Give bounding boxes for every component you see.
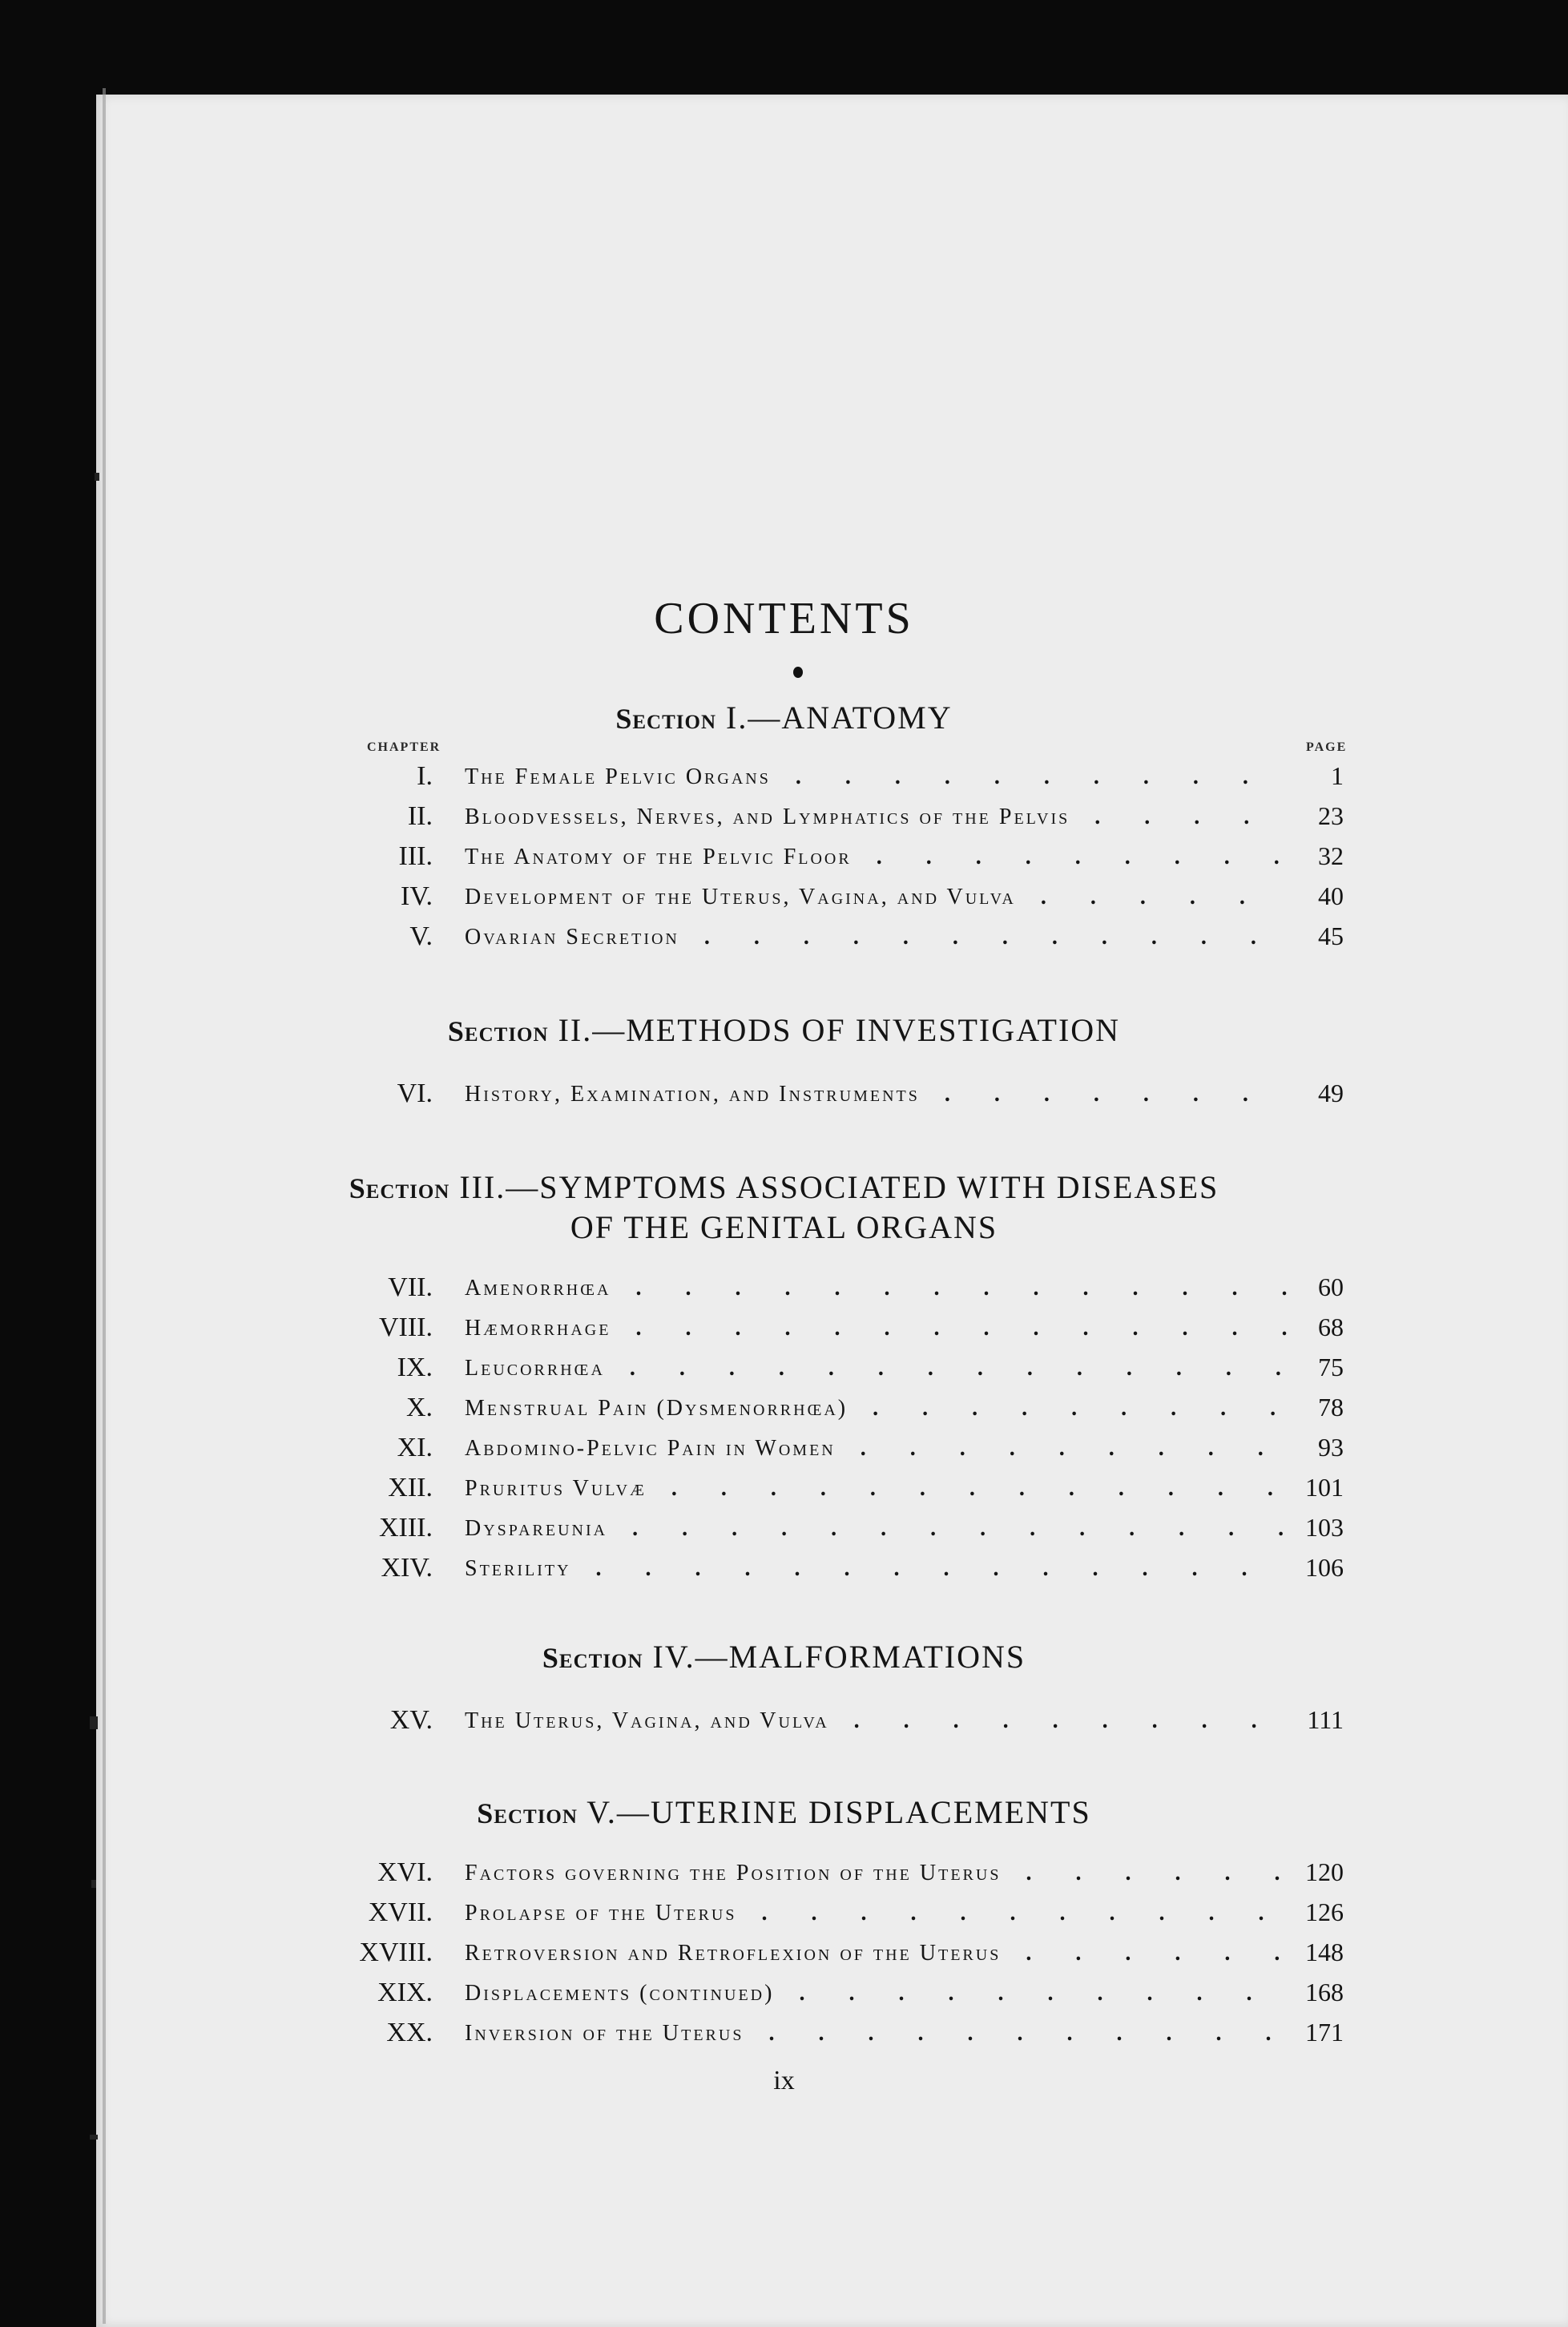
page-number: 75 (1307, 1353, 1344, 1382)
chapter-number: XVII. (368, 1897, 433, 1927)
toc-row[interactable] (0, 1857, 1568, 1897)
chapter-title: The Uterus, Vagina, and Vulva . . . (465, 1708, 1290, 1734)
chapter-title: Inversion of the Uterus . . . (465, 2021, 1290, 2047)
section-heading (0, 1011, 1568, 1051)
chapter-number: III. (398, 841, 433, 871)
scan-speck (90, 1716, 98, 1729)
chapter-title: The Anatomy of the Pelvic Floor . . . (465, 845, 1290, 870)
chapter-title: The Female Pelvic Organs . . . (465, 764, 1290, 790)
chapter-title: Displacements (continued) . . . (465, 1981, 1290, 2006)
toc-row[interactable] (0, 801, 1568, 841)
scan-speck (91, 1880, 96, 1888)
chapter-number: VII. (388, 1272, 433, 1302)
page-number: 68 (1307, 1313, 1344, 1342)
section-heading (0, 1793, 1568, 1833)
page-number: 60 (1307, 1272, 1344, 1302)
toc-row[interactable] (0, 1553, 1568, 1593)
chapter-number: X. (405, 1393, 433, 1422)
chapter-number: II. (407, 801, 433, 831)
page-number: 32 (1307, 841, 1344, 871)
toc-row[interactable] (0, 1978, 1568, 2018)
page-number: 101 (1294, 1473, 1344, 1502)
chapter-title: History, Examination, and Instruments . . . (465, 1082, 1290, 1107)
section-heading (0, 1638, 1568, 1677)
page-number: 168 (1294, 1978, 1344, 2007)
chapter-number: XIV. (381, 1553, 433, 1583)
section-title: V.—UTERINE DISPLACEMENTS (586, 1794, 1091, 1830)
chapter-title: Prolapse of the Uterus . . . (465, 1901, 1290, 1926)
toc-row[interactable] (0, 881, 1568, 922)
toc-row[interactable] (0, 1079, 1568, 1119)
page-number: 49 (1307, 1079, 1344, 1108)
page-column-label: PAGE (1306, 740, 1348, 754)
section-word: Section (542, 1642, 643, 1674)
chapter-number: XVIII. (359, 1938, 433, 1967)
section-heading (0, 1168, 1568, 1208)
chapter-number: IV. (401, 881, 433, 911)
toc-row[interactable] (0, 1433, 1568, 1473)
chapter-number: VIII. (378, 1313, 433, 1342)
section-title: I.—ANATOMY (726, 700, 953, 736)
page-number: 120 (1294, 1857, 1344, 1887)
page-number: 23 (1307, 801, 1344, 831)
chapter-number: VI. (397, 1079, 433, 1108)
toc-row[interactable] (0, 1897, 1568, 1938)
page-number: 126 (1294, 1897, 1344, 1927)
toc-row[interactable] (0, 841, 1568, 881)
section-word: Section (349, 1172, 450, 1204)
toc-row[interactable] (0, 2018, 1568, 2058)
toc-row[interactable] (0, 1313, 1568, 1353)
chapter-title: Hæmorrhage . . . (465, 1316, 1290, 1341)
section-word: Section (477, 1797, 578, 1829)
chapter-number: XI. (397, 1433, 433, 1462)
page-number: 93 (1307, 1433, 1344, 1462)
section-heading (0, 699, 1568, 738)
chapter-title: Bloodvessels, Nerves, and Lymphatics of the Pelvis . . . (465, 805, 1290, 830)
chapter-number: XIX. (377, 1978, 433, 2007)
toc-row[interactable] (0, 761, 1568, 801)
section-title: III.—SYMPTOMS ASSOCIATED WITH DISEASES (459, 1169, 1219, 1205)
chapter-title: Dyspareunia . . . (465, 1516, 1290, 1542)
chapter-title: Development of the Uterus, Vagina, and Vulva . . . (465, 885, 1290, 910)
chapter-number: I. (417, 761, 433, 791)
toc-row[interactable] (0, 1272, 1568, 1313)
chapter-number: XIII. (378, 1513, 433, 1543)
page-number: 1 (1320, 761, 1344, 791)
chapter-number: XVI. (377, 1857, 433, 1887)
chapter-title: Retroversion and Retroflexion of the Uterus . . . (465, 1941, 1290, 1966)
page-number: 171 (1294, 2018, 1344, 2047)
chapter-title: Ovarian Secretion . . . (465, 925, 1290, 950)
toc-row[interactable] (0, 1393, 1568, 1433)
chapter-title: Abdomino-Pelvic Pain in Women . . . (465, 1436, 1290, 1462)
toc-row[interactable] (0, 1353, 1568, 1393)
section-title-line2: OF THE GENITAL ORGANS (570, 1209, 998, 1245)
section-title: II.—METHODS OF INVESTIGATION (558, 1012, 1121, 1048)
toc-row[interactable] (0, 1513, 1568, 1553)
page-number: 78 (1307, 1393, 1344, 1422)
toc-row[interactable] (0, 922, 1568, 962)
toc-row[interactable] (0, 1938, 1568, 1978)
chapter-title: Menstrual Pain (Dysmenorrhœa) . . . (465, 1396, 1290, 1422)
page-number: 106 (1294, 1553, 1344, 1583)
chapter-column-label: CHAPTER (367, 740, 441, 754)
page-number: 103 (1294, 1513, 1344, 1543)
chapter-number: XV. (389, 1705, 433, 1735)
chapter-title: Leucorrhœa . . . (465, 1356, 1290, 1381)
page-number: 148 (1294, 1938, 1344, 1967)
page-number: 40 (1307, 881, 1344, 911)
page-title: CONTENTS (654, 594, 914, 643)
toc-row[interactable] (0, 1473, 1568, 1513)
chapter-number: XX. (386, 2018, 433, 2047)
section-word: Section (447, 1015, 549, 1047)
scan-speck (95, 473, 99, 481)
page-number: 111 (1296, 1705, 1344, 1735)
section-word: Section (615, 703, 717, 735)
chapter-title: Factors governing the Position of the Uterus . . . (465, 1861, 1290, 1886)
chapter-title: Amenorrhœa . . . (465, 1276, 1290, 1301)
ornament-dot (793, 667, 803, 678)
toc-row[interactable] (0, 1705, 1568, 1745)
chapter-number: V. (409, 922, 433, 951)
chapter-title: Sterility . . . (465, 1556, 1290, 1582)
scan-speck (90, 2135, 98, 2139)
chapter-title: Pruritus Vulvæ . . . (465, 1476, 1290, 1502)
section-title: IV.—MALFORMATIONS (652, 1639, 1026, 1675)
page-folio: ix (773, 2066, 795, 2095)
chapter-number: IX. (397, 1353, 433, 1382)
chapter-number: XII. (388, 1473, 433, 1502)
page-number: 45 (1307, 922, 1344, 951)
